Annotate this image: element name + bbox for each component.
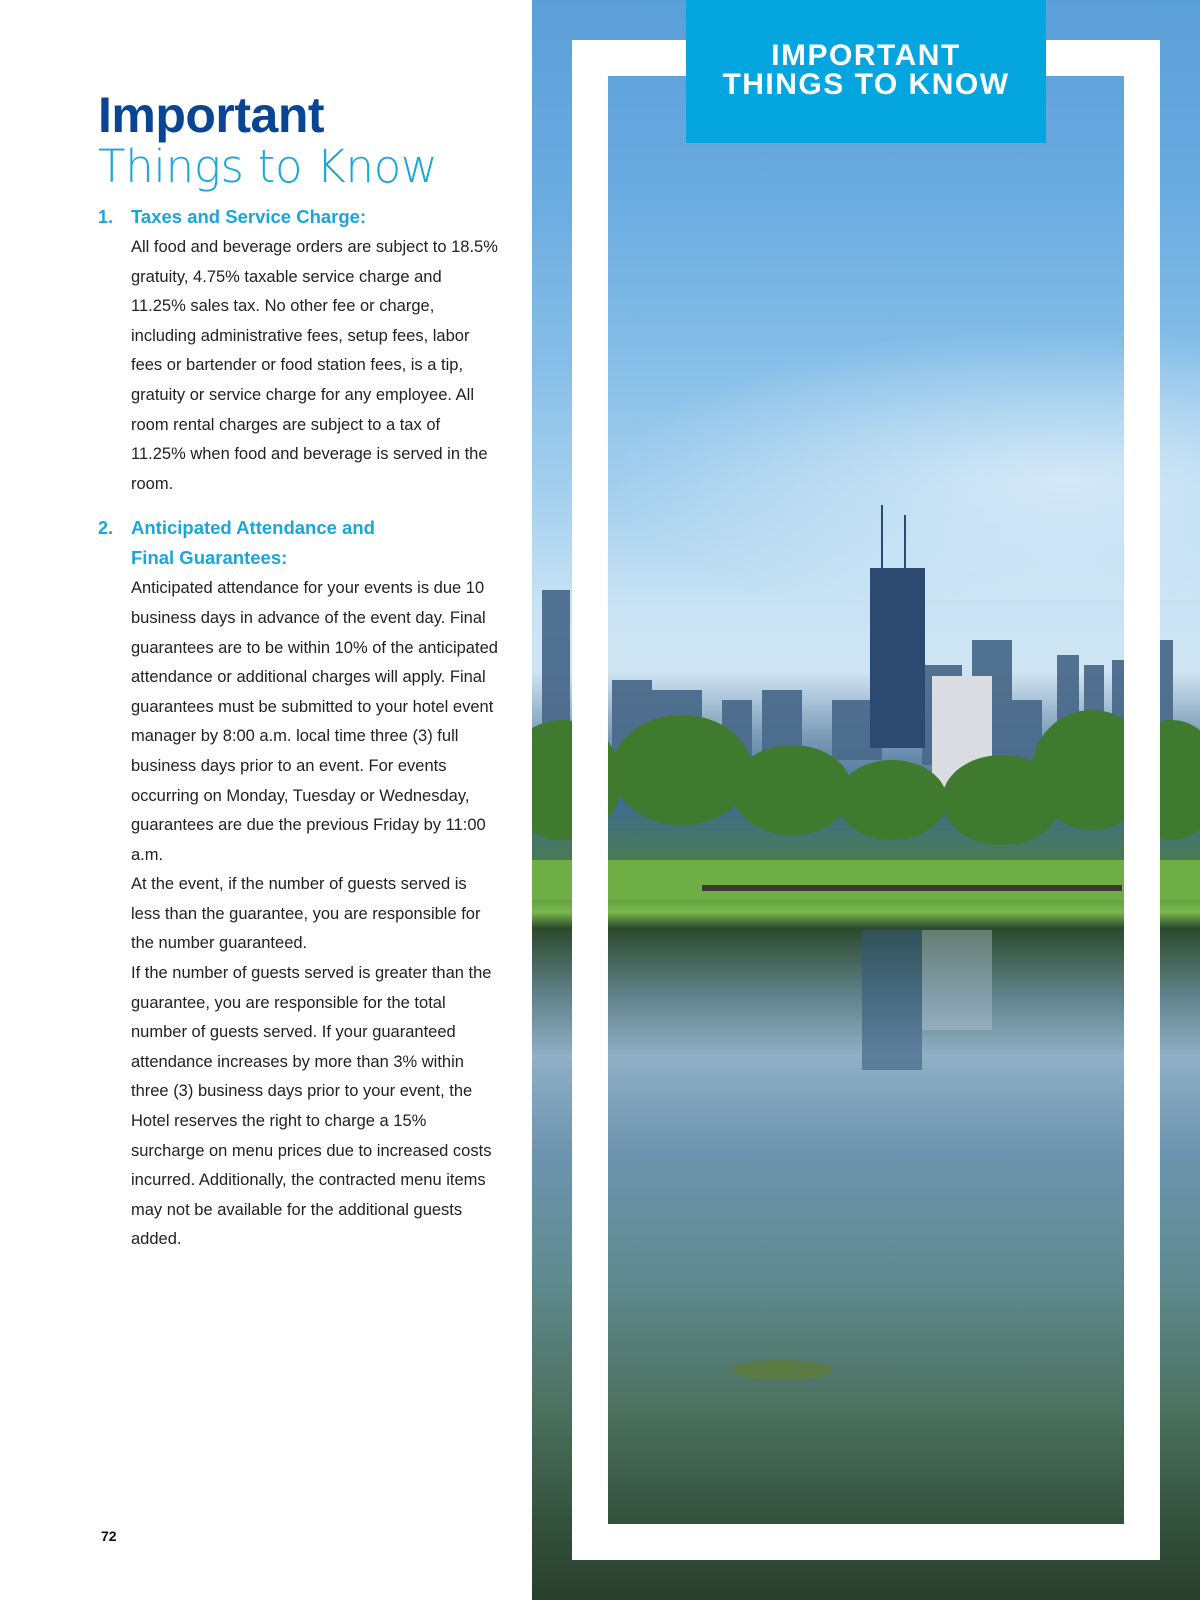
list-item-number: 2. (98, 518, 114, 539)
banner-line1: IMPORTANT (771, 38, 961, 72)
list-item-heading: Anticipated Attendance and Final Guarantees: (131, 517, 375, 569)
banner-line2: THINGS TO KNOW (722, 67, 1010, 101)
list-item-body (131, 573, 498, 1255)
photo-frame (572, 40, 1160, 1560)
paragraph: At the event, if the number of guests served is less than the guarantee, you are responsible for the number guaranteed. (131, 875, 481, 953)
list-item-attendance (98, 513, 498, 1255)
banner (686, 0, 1046, 143)
list-item-taxes (98, 202, 498, 499)
page-title-light: Things to Know (98, 140, 438, 193)
list-item-number: 1. (98, 207, 114, 227)
paragraph: Anticipated attendance for your events is due 10 business days in advance of the event day. Final guarantees are to be within 10% of the anticipated attendance or additional charges will apply. Final guarantees must be submitted to your hotel event manager by 8:00 a.m. local time three (3) full business days prior to an event. For events occurring on Monday, Tuesday or Wednesday, guarantees are due the previous Friday by 11:00 a.m. (131, 579, 498, 864)
paragraph: If the number of guests served is greater than the guarantee, you are responsible for the total number of guests served. If your guaranteed attendance increases by more than 3% within three (3) business days prior to your event, the Hotel reserves the right to charge a 15% surcharge on menu prices due to increased costs incurred. Additionally, the contracted menu items may not be available for the additional guests added. (131, 964, 492, 1249)
content-column (98, 87, 498, 1269)
page-number: 72 (101, 1528, 117, 1544)
banner-text (722, 38, 1010, 101)
list-item-heading: Taxes and Service Charge: (131, 206, 367, 227)
paragraph: All food and beverage orders are subject to 18.5% gratuity, 4.75% taxable service charge and 11.25% sales tax. No other fee or charge, including administrative fees, setup fees, labor fees or bartender or food station fees, is a tip, gratuity or service charge for any employee. All room rental charges are subject to a tax of 11.25% when food and beverage is served in the room. (131, 238, 498, 493)
list-item-body (131, 232, 498, 499)
page-title-strong: Important (98, 87, 325, 143)
